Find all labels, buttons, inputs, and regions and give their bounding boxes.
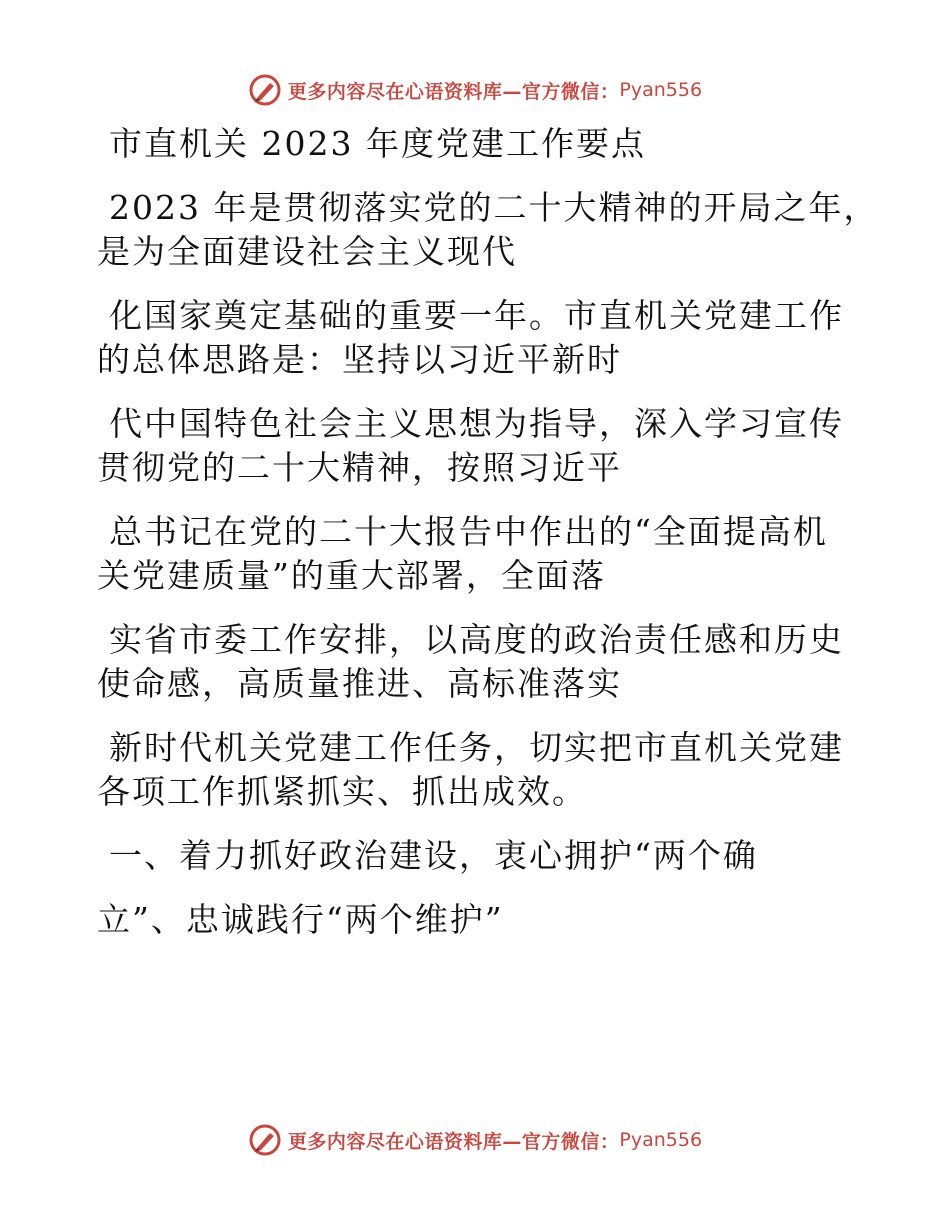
section-heading-line: 立”、忠诚践行“两个维护” xyxy=(97,900,504,939)
watermark-banner-bottom xyxy=(0,1118,950,1162)
paragraph-line: 总书记在党的二十大报告中作出的“全面提高机 xyxy=(109,512,828,551)
watermark-text: 更多内容尽在心语资料库—官方微信： xyxy=(287,80,620,103)
pen-seal-icon xyxy=(248,1123,282,1157)
paragraph xyxy=(97,510,837,598)
paragraph-line: 贯彻党的二十大精神，按照习近平 xyxy=(97,448,622,487)
section-heading-line: 一、着力抓好政治建设，衷心拥护“两个确 xyxy=(109,836,758,875)
paragraph xyxy=(97,294,844,382)
paragraph-line: 是为全面建设社会主义现代 xyxy=(97,232,517,271)
document-body xyxy=(97,122,879,942)
paragraph-line: 新时代机关党建工作任务，切实把市直机关党建 xyxy=(109,728,844,767)
watermark-wechat: Pyan556 xyxy=(619,79,703,101)
paragraph-line: 化国家奠定基础的重要一年。市直机关党建工作 xyxy=(109,296,844,335)
section-heading xyxy=(97,834,837,942)
paragraph-line: 关党建质量”的重大部署，全面落 xyxy=(97,556,606,595)
watermark-text: 更多内容尽在心语资料库—官方微信： xyxy=(287,1130,620,1153)
paragraph xyxy=(97,186,879,274)
pen-seal-icon xyxy=(248,73,282,107)
paragraph-line: 各项工作抓紧抓实、抓出成效。 xyxy=(97,772,587,811)
watermark-banner-top xyxy=(0,68,950,112)
paragraph-line: 的总体思路是：坚持以习近平新时 xyxy=(97,340,622,379)
paragraph xyxy=(97,618,844,706)
paragraph-line: 2023 年是贯彻落实党的二十大精神的开局之年， xyxy=(109,188,879,227)
paragraph xyxy=(97,402,844,490)
paragraph-line: 代中国特色社会主义思想为指导，深入学习宣传 xyxy=(109,404,844,443)
paragraph-line: 实省市委工作安排，以高度的政治责任感和历史 xyxy=(109,620,844,659)
paragraph-line: 使命感，高质量推进、高标准落实 xyxy=(97,664,622,703)
paragraph xyxy=(97,726,844,814)
document-title: 市直机关 2023 年度党建工作要点 xyxy=(109,124,646,163)
watermark-wechat: Pyan556 xyxy=(619,1129,703,1151)
